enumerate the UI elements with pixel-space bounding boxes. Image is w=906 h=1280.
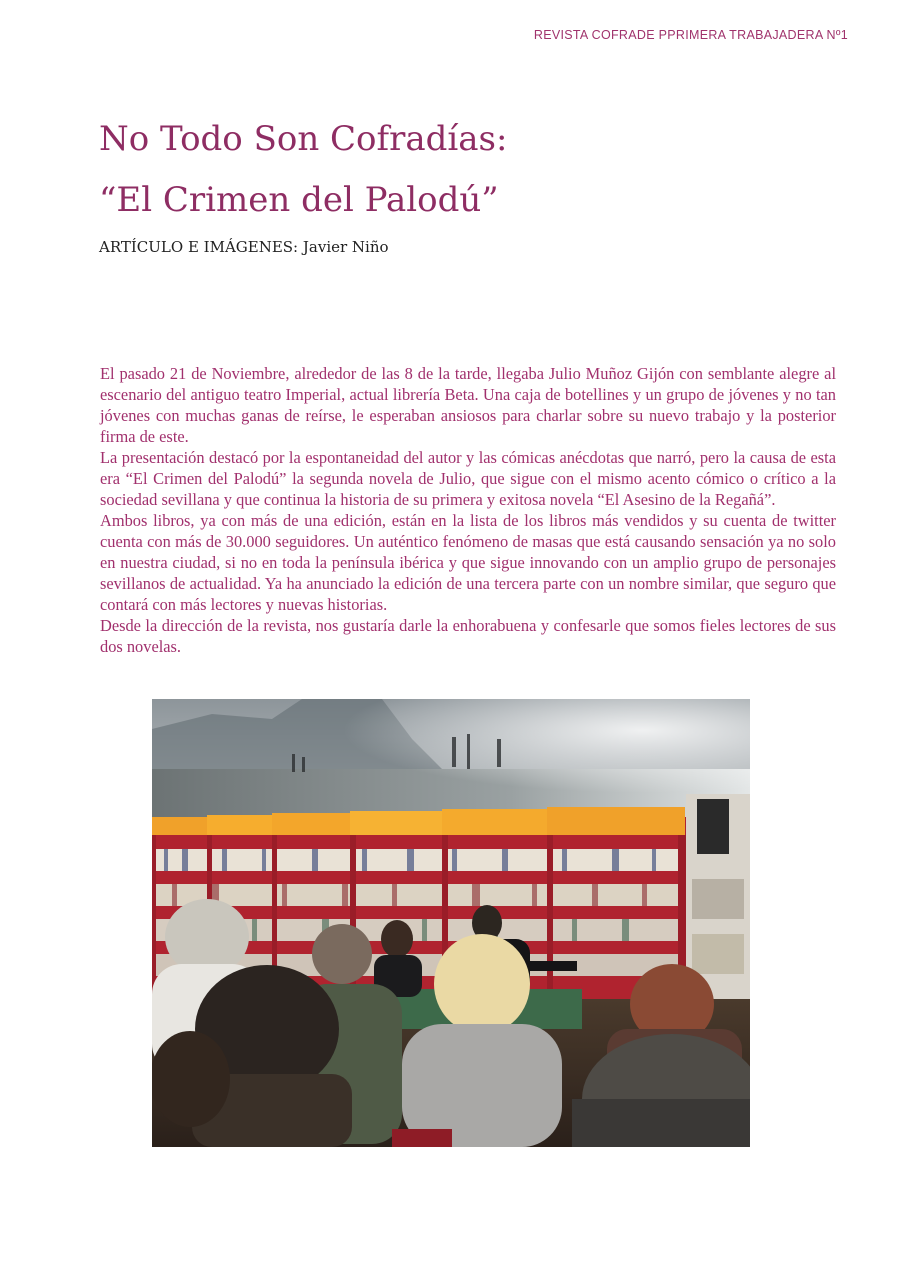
running-header: REVISTA COFRADE PPRIMERA TRABAJADERA Nº1 [533,28,848,42]
byline-author: Javier Niño [302,238,389,256]
bookstore-event-photo [152,699,750,1147]
paragraph-2: La presentación destacó por la espontaneidad del autor y las cómicas anécdotas que narró, pero la causa de esta era “El Crimen del Palodú” la segunda novela de Julio, que sigue con el mismo acento cómico o crítico a la sociedad sevillana y que continua la historia de su primera y exitosa novela “El Asesino de la Regañá”. [100,448,836,509]
article-title-line-2: “El Crimen del Palodú” [99,180,499,220]
article-body [100,363,836,657]
paragraph-4: Desde la dirección de la revista, nos gustaría darle la enhorabuena y confesarle que somos fieles lectores de sus dos novelas. [100,616,836,656]
paragraph-1: El pasado 21 de Noviembre, alrededor de las 8 de la tarde, llegaba Julio Muñoz Gijón con semblante alegre al escenario del antiguo teatro Imperial, actual librería Beta. Una caja de botellines y un grupo de jóvenes y no tan jóvenes con muchas ganas de reírse, le esperaban ansiosos para charlar sobre su nuevo trabajo y la posterior firma de este. [100,364,836,446]
byline [99,238,389,256]
article-title-line-1: No Todo Son Cofradías: [99,119,508,159]
paragraph-3: Ambos libros, ya con más de una edición, están en la lista de los libros más vendidos y su cuenta de twitter cuenta con más de 30.000 seguidores. Un auténtico fenómeno de masas que está causando sensación ya no solo en nuestra ciudad, si no en toda la península ibérica y que sigue innovando con un amplio grupo de personajes sevillanos de actualidad. Ya ha anunciado la edición de una tercera parte con un nombre similar, que seguro que contará con más lectores y nuevas historias. [100,511,836,614]
byline-label: ARTÍCULO E IMÁGENES: [99,238,299,256]
